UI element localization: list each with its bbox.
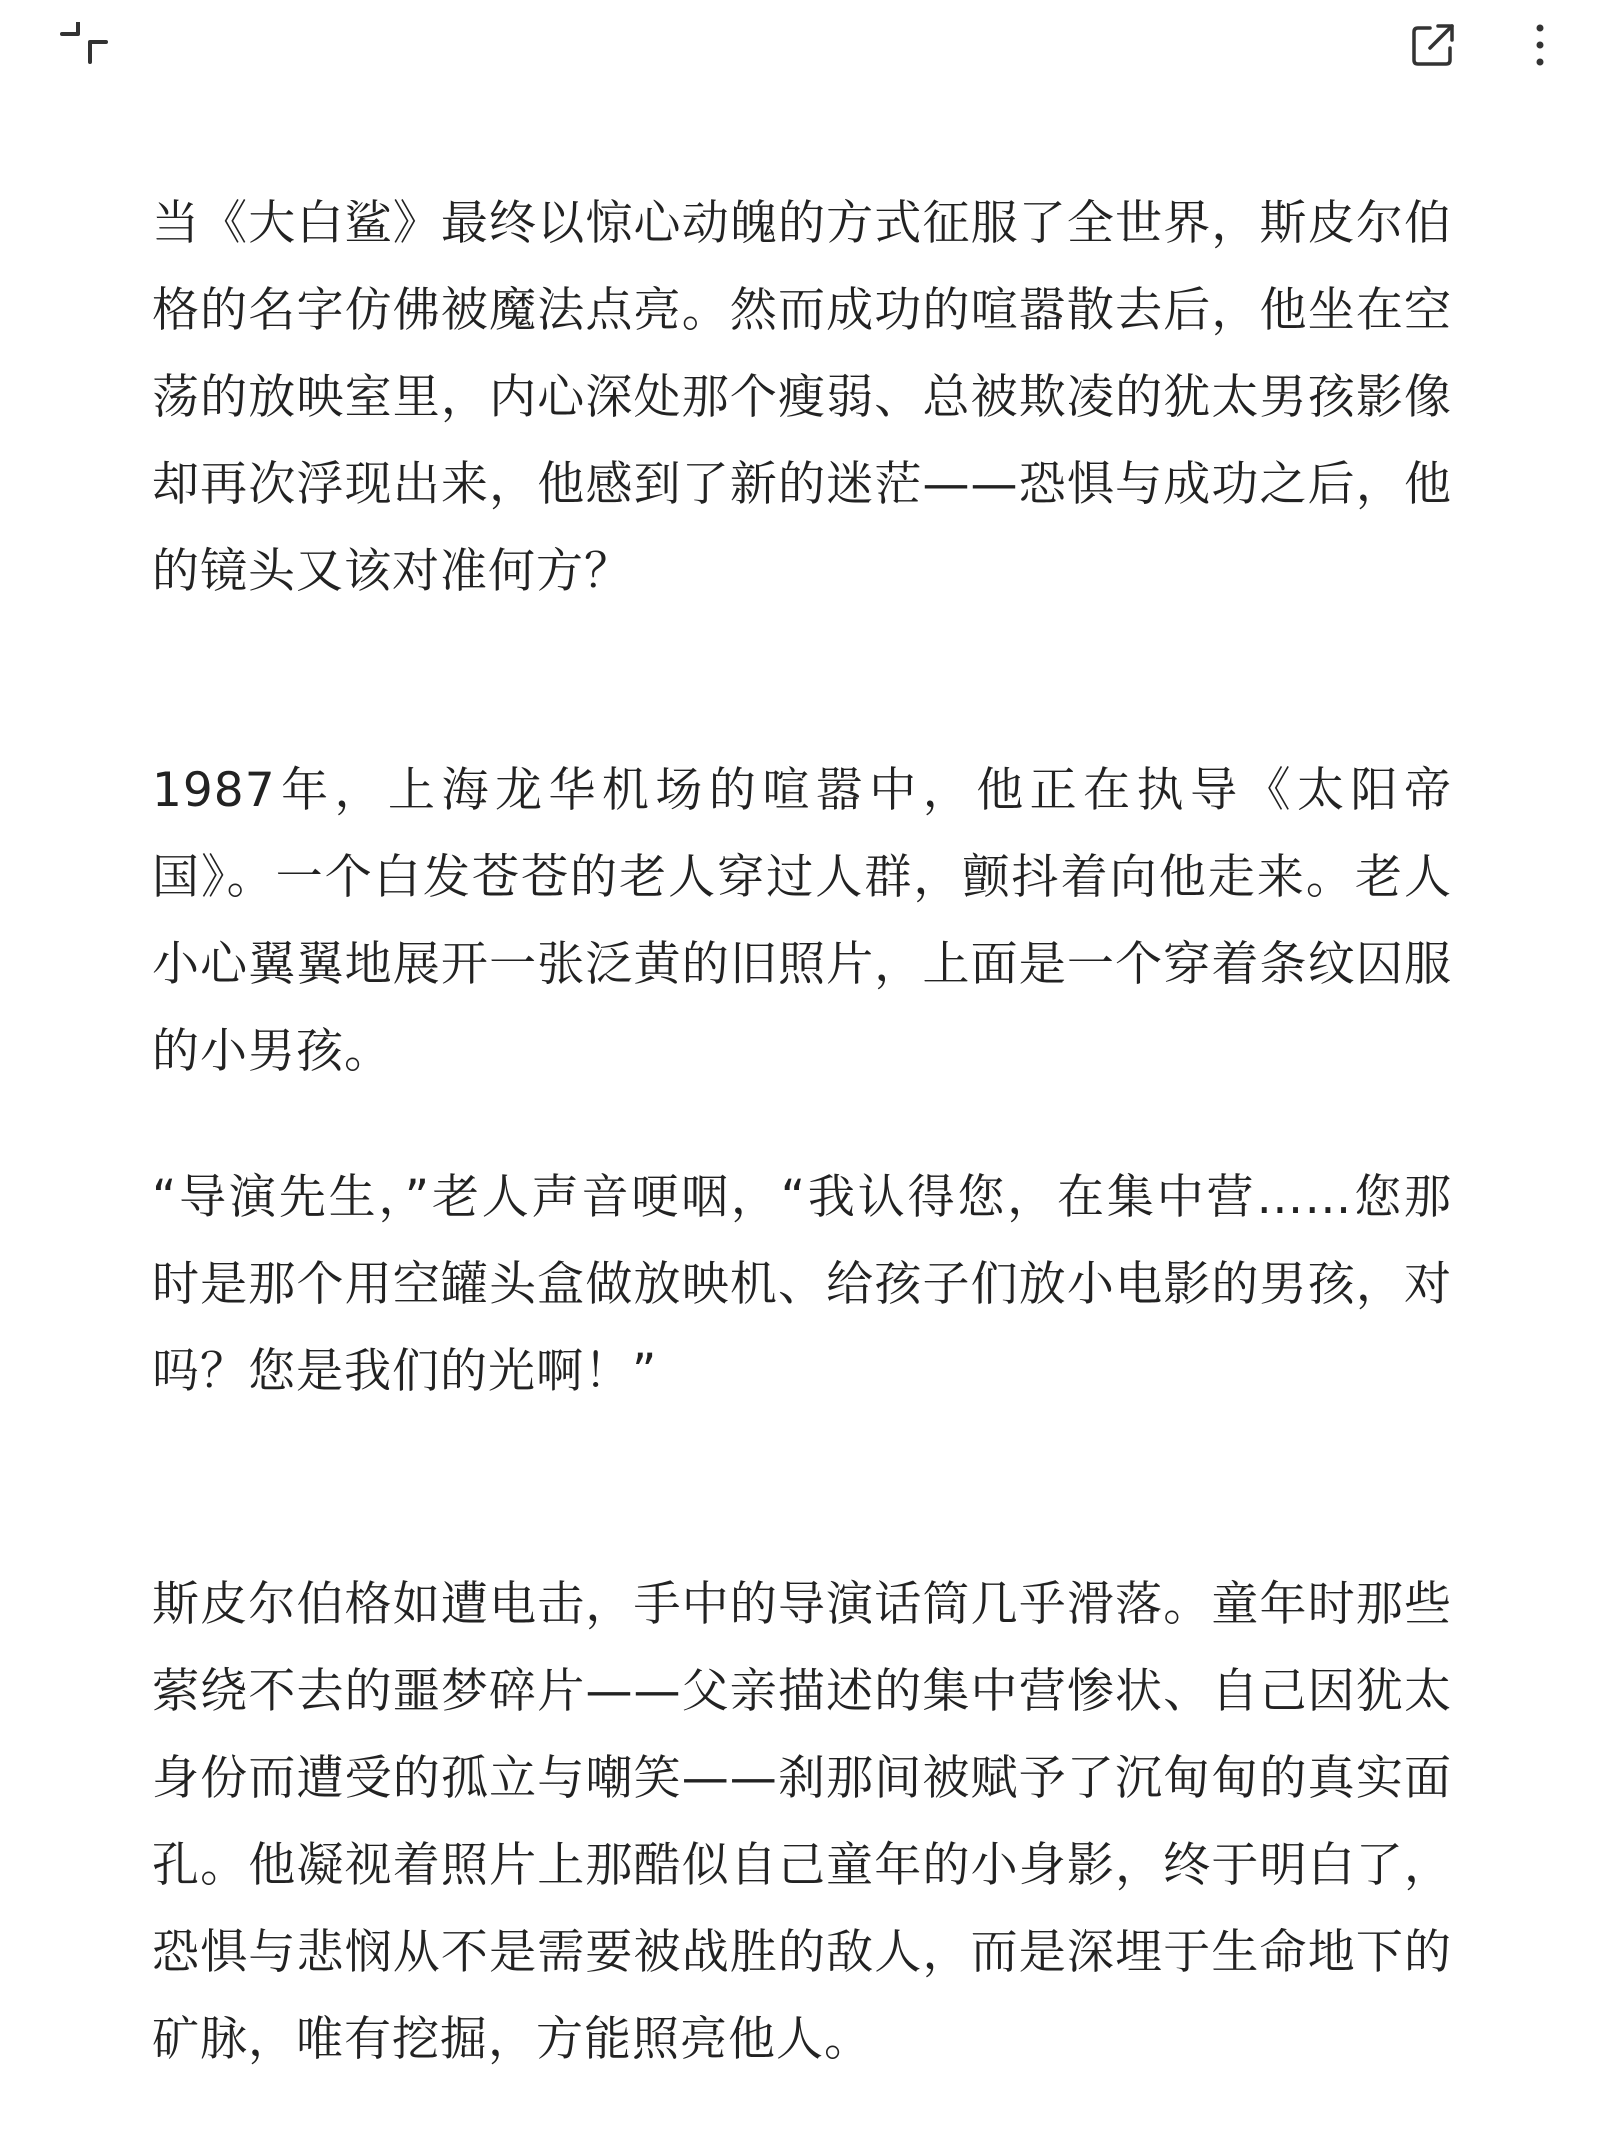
paragraph: “导演先生，”老人声音哽咽，“我认得您，在集中营……您那时是那个用空罐头盒做放映机、给孩子们放小电影的男孩，对吗？您是我们的光啊！” [152,1170,1452,1399]
collapse-icon[interactable] [58,22,110,70]
paragraph: 斯皮尔伯格如遭电击，手中的导演话筒几乎滑落。童年时那些萦绕不去的噩梦碎片——父亲描述的集中营惨状、自己因犹太身份而遭受的孤立与嘲笑——刹那间被赋予了沉甸甸的真实面孔。他凝视着照片上那酷似自己童年的小身影，终于明白了，恐惧与悲悯从不是需要被战胜的敌人，而是深埋于生命地下的矿脉，唯有挖掘，方能照亮他人。 [152,1577,1452,2067]
share-external-icon[interactable] [1408,20,1458,70]
paragraph: 1987年，上海龙华机场的喧嚣中，他正在执导《太阳帝国》。一个白发苍苍的老人穿过人群，颤抖着向他走来。老人小心翼翼地展开一张泛黄的旧照片，上面是一个穿着条纹囚服的小男孩。 [152,763,1452,1079]
paragraph: 当《大白鲨》最终以惊心动魄的方式征服了全世界，斯皮尔伯格的名字仿佛被魔法点亮。然而成功的喧嚣散去后，他坐在空荡的放映室里，内心深处那个瘦弱、总被欺凌的犹太男孩影像却再次浮现出来，他感到了新的迷茫——恐惧与成功之后，他的镜头又该对准何方？ [152,196,1452,599]
top-toolbar [0,0,1600,100]
more-vertical-icon[interactable] [1522,20,1558,70]
